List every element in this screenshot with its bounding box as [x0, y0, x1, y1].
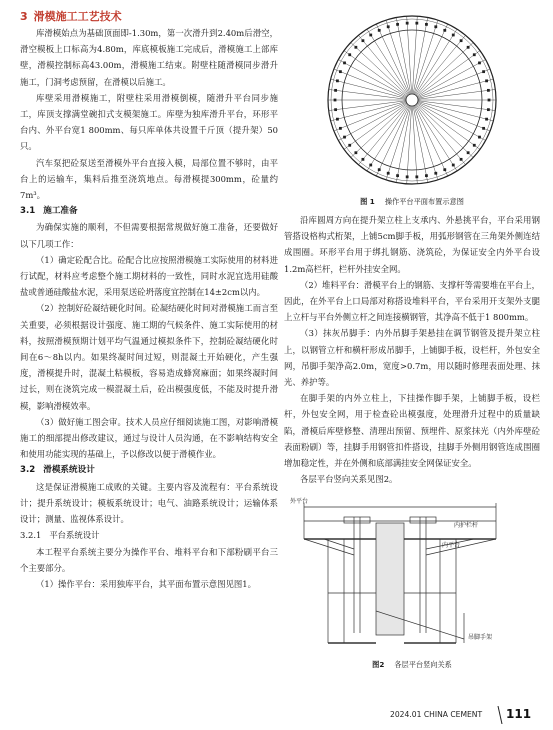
right-column [284, 8, 540, 675]
section-number: 3 [20, 10, 28, 23]
radial-spoke [415, 105, 457, 171]
radial-spoke [351, 42, 408, 95]
paragraph: （2）堆料平台：滑模平台上的钢筋、支撑杆等需要堆在平台上，因此，在外平台上口局部对称搭设堆料平台，平台采用开支架外支腿上立杆与平台外侧立杆之间连接横钢管，其净高不低于1 800mm。 [284, 279, 540, 323]
lifting-frame-mark [343, 136, 346, 139]
lifting-frame-mark [369, 164, 372, 167]
section-3-heading [20, 8, 278, 25]
radial-spoke [413, 17, 428, 94]
lifting-frame-mark [487, 89, 490, 92]
lifting-frame-mark [339, 70, 342, 73]
radial-spoke [412, 16, 417, 94]
radial-spoke [396, 17, 411, 94]
lifting-frame-mark [482, 127, 485, 130]
lifting-frame-mark [336, 79, 339, 82]
lifting-frame-mark [334, 108, 337, 111]
figure-1 [284, 8, 540, 194]
paragraph: 汽车泵把砼泵送至滑模外平台直接入模，局部位置不够时，由平台上的运输车，集料后推至浇筑地点。每滑模提300mm，砼量约7m³。 [20, 157, 278, 201]
radial-spoke [334, 69, 407, 98]
paragraph: （3）抹灰吊脚手：内外吊脚手架悬挂在调节钢管及提升架立柱上，以钢管立杆和横杆形成吊脚手，上铺脚手板，设栏杆，外包安全网，吊脚手架净高2.0m，宽度>0.7m，用以随时修理表面处理、抹光、养护等。 [284, 328, 540, 388]
radial-spoke [415, 105, 448, 176]
figure-number: 图 1 [360, 197, 375, 206]
lifting-frame-mark [425, 23, 428, 26]
paragraph: （1）操作平台：采用独库平台，其平面布置示意图见图1。 [35, 578, 256, 589]
paragraph: （1）确定砼配合比。砼配合比应按照滑模施工实际使用的材料进行试配，材料应考虑整个施工期材料的一致性，同时水泥宜选用硅酸盐或普通硅酸盐水泥，采用泵送砼坍落度宜控制在14±2cm以内。 [20, 254, 278, 298]
radial-spoke [334, 102, 407, 131]
lifting-frame-mark [443, 168, 446, 171]
lifting-frame-mark [467, 46, 470, 49]
lifting-frame-mark [354, 46, 357, 49]
paragraph: （2）控制好砼凝结硬化时间。砼凝结硬化时间对滑模施工而言至关重要，必须根据设计强度、施工期的气候条件、施工实际使用的材料，按照滑模预期计划平均气温通过模拟条件下，控制砼凝结硬化时间在6～8h以内。如果终凝时间过短，则混凝土开始硬化，产生强度，滑模提升时，混凝土粘模板，容易造成蜂窝麻面；如果终凝时间过长，则在浇筑完成一模混凝土后，砼出模强度低，不能及时提升滑模，影响滑模效率。 [20, 303, 278, 411]
lifting-frame-mark [460, 39, 463, 42]
radial-spoke [407, 16, 412, 94]
lifting-frame-mark [406, 22, 409, 25]
paragraph: 库滑模始点为基础顶面即-1.30m，第一次滑升到2.40m后滑空，滑空模板上口标高为4.80m，库底模板施工完成后，滑模施工上部库壁，滑模控制标高43.00m，滑模施工结束。附壁柱随滑模同步滑升施工，门洞考虑预留，在滑模以后施工。 [20, 28, 278, 87]
radial-spoke [367, 29, 409, 95]
subsection-3-2-heading [20, 462, 278, 478]
radial-spoke [338, 103, 406, 141]
lifting-frame-mark [487, 108, 490, 111]
figure-number: 图2 [372, 660, 385, 670]
paragraph: 库壁采用滑模施工，附壁柱采用滑模倒模，随滑升平台同步施工，库顶支撑满堂碗扣式支模架施工。库壁为独库滑升平台，环形平台内、外平台宽1 800mm、每只库单体共设置千斤顶（提升架）50只。 [20, 92, 278, 152]
subsection-title: 施工准备 [43, 206, 78, 217]
paragraph: 各层平台竖向关系见图2。 [299, 474, 398, 485]
radial-spoke [407, 106, 412, 184]
lifting-frame-mark [434, 25, 437, 28]
figure-1-caption [284, 196, 540, 208]
subsection-number: 3.2.1 [20, 530, 42, 541]
platform-section-diagram [284, 493, 540, 657]
lifting-frame-mark [362, 39, 365, 42]
paragraph: （3）做好施工图会审。技术人员应仔细阅读施工图，对影响滑模施工的细部提出修改建议，通过与设计人员沟通，在不影响结构安全和使用功能实现的基础上，予以修改以便于滑模作业。 [20, 416, 278, 460]
figure-2-caption [284, 659, 540, 671]
lifting-frame-mark [348, 53, 351, 56]
lifting-frame-mark [467, 151, 470, 154]
lifting-frame-mark [348, 144, 351, 147]
lifting-frame-mark [443, 29, 446, 32]
lifting-frame-mark [362, 158, 365, 161]
lifting-frame-mark [425, 174, 428, 177]
figure-2 [284, 493, 540, 657]
lifting-frame-mark [334, 89, 337, 92]
lifting-frame-mark [336, 118, 339, 121]
inner-railing-label: 内护栏杆 [454, 522, 479, 530]
radial-spoke [367, 105, 409, 171]
hanging-scaffold-label: 吊脚手架 [468, 634, 493, 642]
paragraph: 沿库圆周方向在提升架立柱上支承内、外悬挑平台，平台采用钢管搭设格构式桁架，上铺5cm脚手板，用弧形钢管在三角架外侧连结成围圈。环形平台用于绑扎钢筋、浇筑砼，为保证安全内外平台设1.2m高栏杆，栏杆外挂安全网。 [284, 215, 540, 274]
lifting-frame-mark [396, 174, 399, 177]
radial-spoke [418, 102, 491, 131]
lifting-frame-mark [378, 29, 381, 32]
radial-spoke [418, 101, 495, 111]
left-column [20, 8, 278, 592]
lifting-frame-mark [452, 34, 455, 37]
radial-spoke [417, 103, 485, 141]
lifting-frame-mark [482, 70, 485, 73]
center-hub [406, 94, 418, 106]
radial-spoke [338, 60, 406, 98]
radial-spoke [415, 24, 448, 95]
subsection-3-1-heading [20, 203, 278, 219]
lifting-frame-mark [339, 127, 342, 130]
platform-plan-diagram [284, 8, 540, 194]
subsection-number: 3.2 [20, 465, 36, 476]
journal-issue: 2024.01 CHINA CEMENT [390, 710, 483, 719]
lifting-frame-mark [396, 23, 399, 26]
radial-spoke [396, 106, 411, 183]
lifting-frame-mark [415, 22, 418, 25]
inner-platform-label: 内平台 [442, 542, 461, 550]
radial-spoke [417, 60, 485, 98]
lifting-frame-mark [369, 34, 372, 37]
subsection-number: 3.1 [20, 206, 36, 217]
lifting-frame-mark [473, 144, 476, 147]
paragraph: 为确保实施的顺利，不但需要根据常规做好施工准备，还要做好以下几项工作： [20, 222, 278, 249]
radial-spoke [413, 106, 428, 183]
figure-title: 各层平台竖向关系 [394, 660, 452, 670]
lifting-frame-mark [343, 62, 346, 65]
subsection-3-2-1-heading [20, 527, 278, 543]
lifting-frame-mark [478, 62, 481, 65]
radial-spoke [416, 42, 473, 95]
radial-spoke [376, 105, 409, 176]
lifting-frame-mark [485, 79, 488, 82]
subsection-title: 平台系统设计 [49, 530, 100, 541]
lifting-frame-mark [460, 158, 463, 161]
lifting-frame-mark [485, 118, 488, 121]
radial-spoke [344, 104, 407, 150]
lifting-frame-mark [415, 175, 418, 178]
radial-spoke [417, 51, 480, 97]
lifting-frame-mark [387, 172, 390, 175]
lifting-frame-mark [473, 53, 476, 56]
lifting-frame-mark [488, 99, 491, 102]
lifting-frame-mark [452, 164, 455, 167]
radial-spoke [329, 89, 406, 99]
lifting-frame-mark [387, 25, 390, 28]
section-title: 滑模施工工艺技术 [33, 10, 122, 23]
outer-platform-label: 外平台 [290, 498, 309, 506]
lifting-frame-mark [334, 99, 337, 102]
footer-separator [497, 706, 503, 724]
lifting-frame-mark [434, 172, 437, 175]
radial-spoke [416, 104, 473, 157]
paragraph: 在脚手架的内外立柱上，下挂操作脚手架，上铺脚手板，设栏杆，外包安全网，用于检查砼出模强度，处理滑升过程中的质量缺陷，滑模后库壁修整、清理出预留、预埋件、原浆抹光（内外库壁砼表面粉刷）等，挂脚手用钢管扣件搭设，挂脚手外侧用钢管连成围圈增加稳定性，并在外侧和底部满挂安全网保证安全。 [284, 393, 540, 469]
paragraph: 这是保证滑模施工成败的关键。主要内容及流程有：平台系统设计；提升系统设计；模板系统设计；电气、油路系统设计；运输体系设计；测量、监视体系设计。 [20, 481, 278, 525]
radial-spoke [351, 104, 408, 157]
radial-spoke [418, 69, 491, 98]
lifting-frame-mark [478, 136, 481, 139]
page-footer [390, 706, 550, 724]
radial-spoke [329, 101, 406, 111]
subsection-title: 滑模系统设计 [43, 465, 95, 476]
radial-spoke [412, 106, 417, 184]
page-number: 111 [506, 707, 532, 721]
radial-spoke [415, 29, 457, 95]
radial-spoke [344, 51, 407, 97]
lifting-frame-mark [378, 168, 381, 171]
radial-spoke [417, 104, 480, 150]
lifting-frame-mark [354, 151, 357, 154]
lifting-frame-mark [406, 175, 409, 178]
paragraph: 本工程平台系统主要分为操作平台、堆料平台和下部粉刷平台三个主要部分。 [20, 546, 278, 573]
radial-spoke [418, 89, 495, 99]
figure-title: 操作平台平面布置示意图 [384, 197, 464, 206]
radial-spoke [376, 24, 409, 95]
